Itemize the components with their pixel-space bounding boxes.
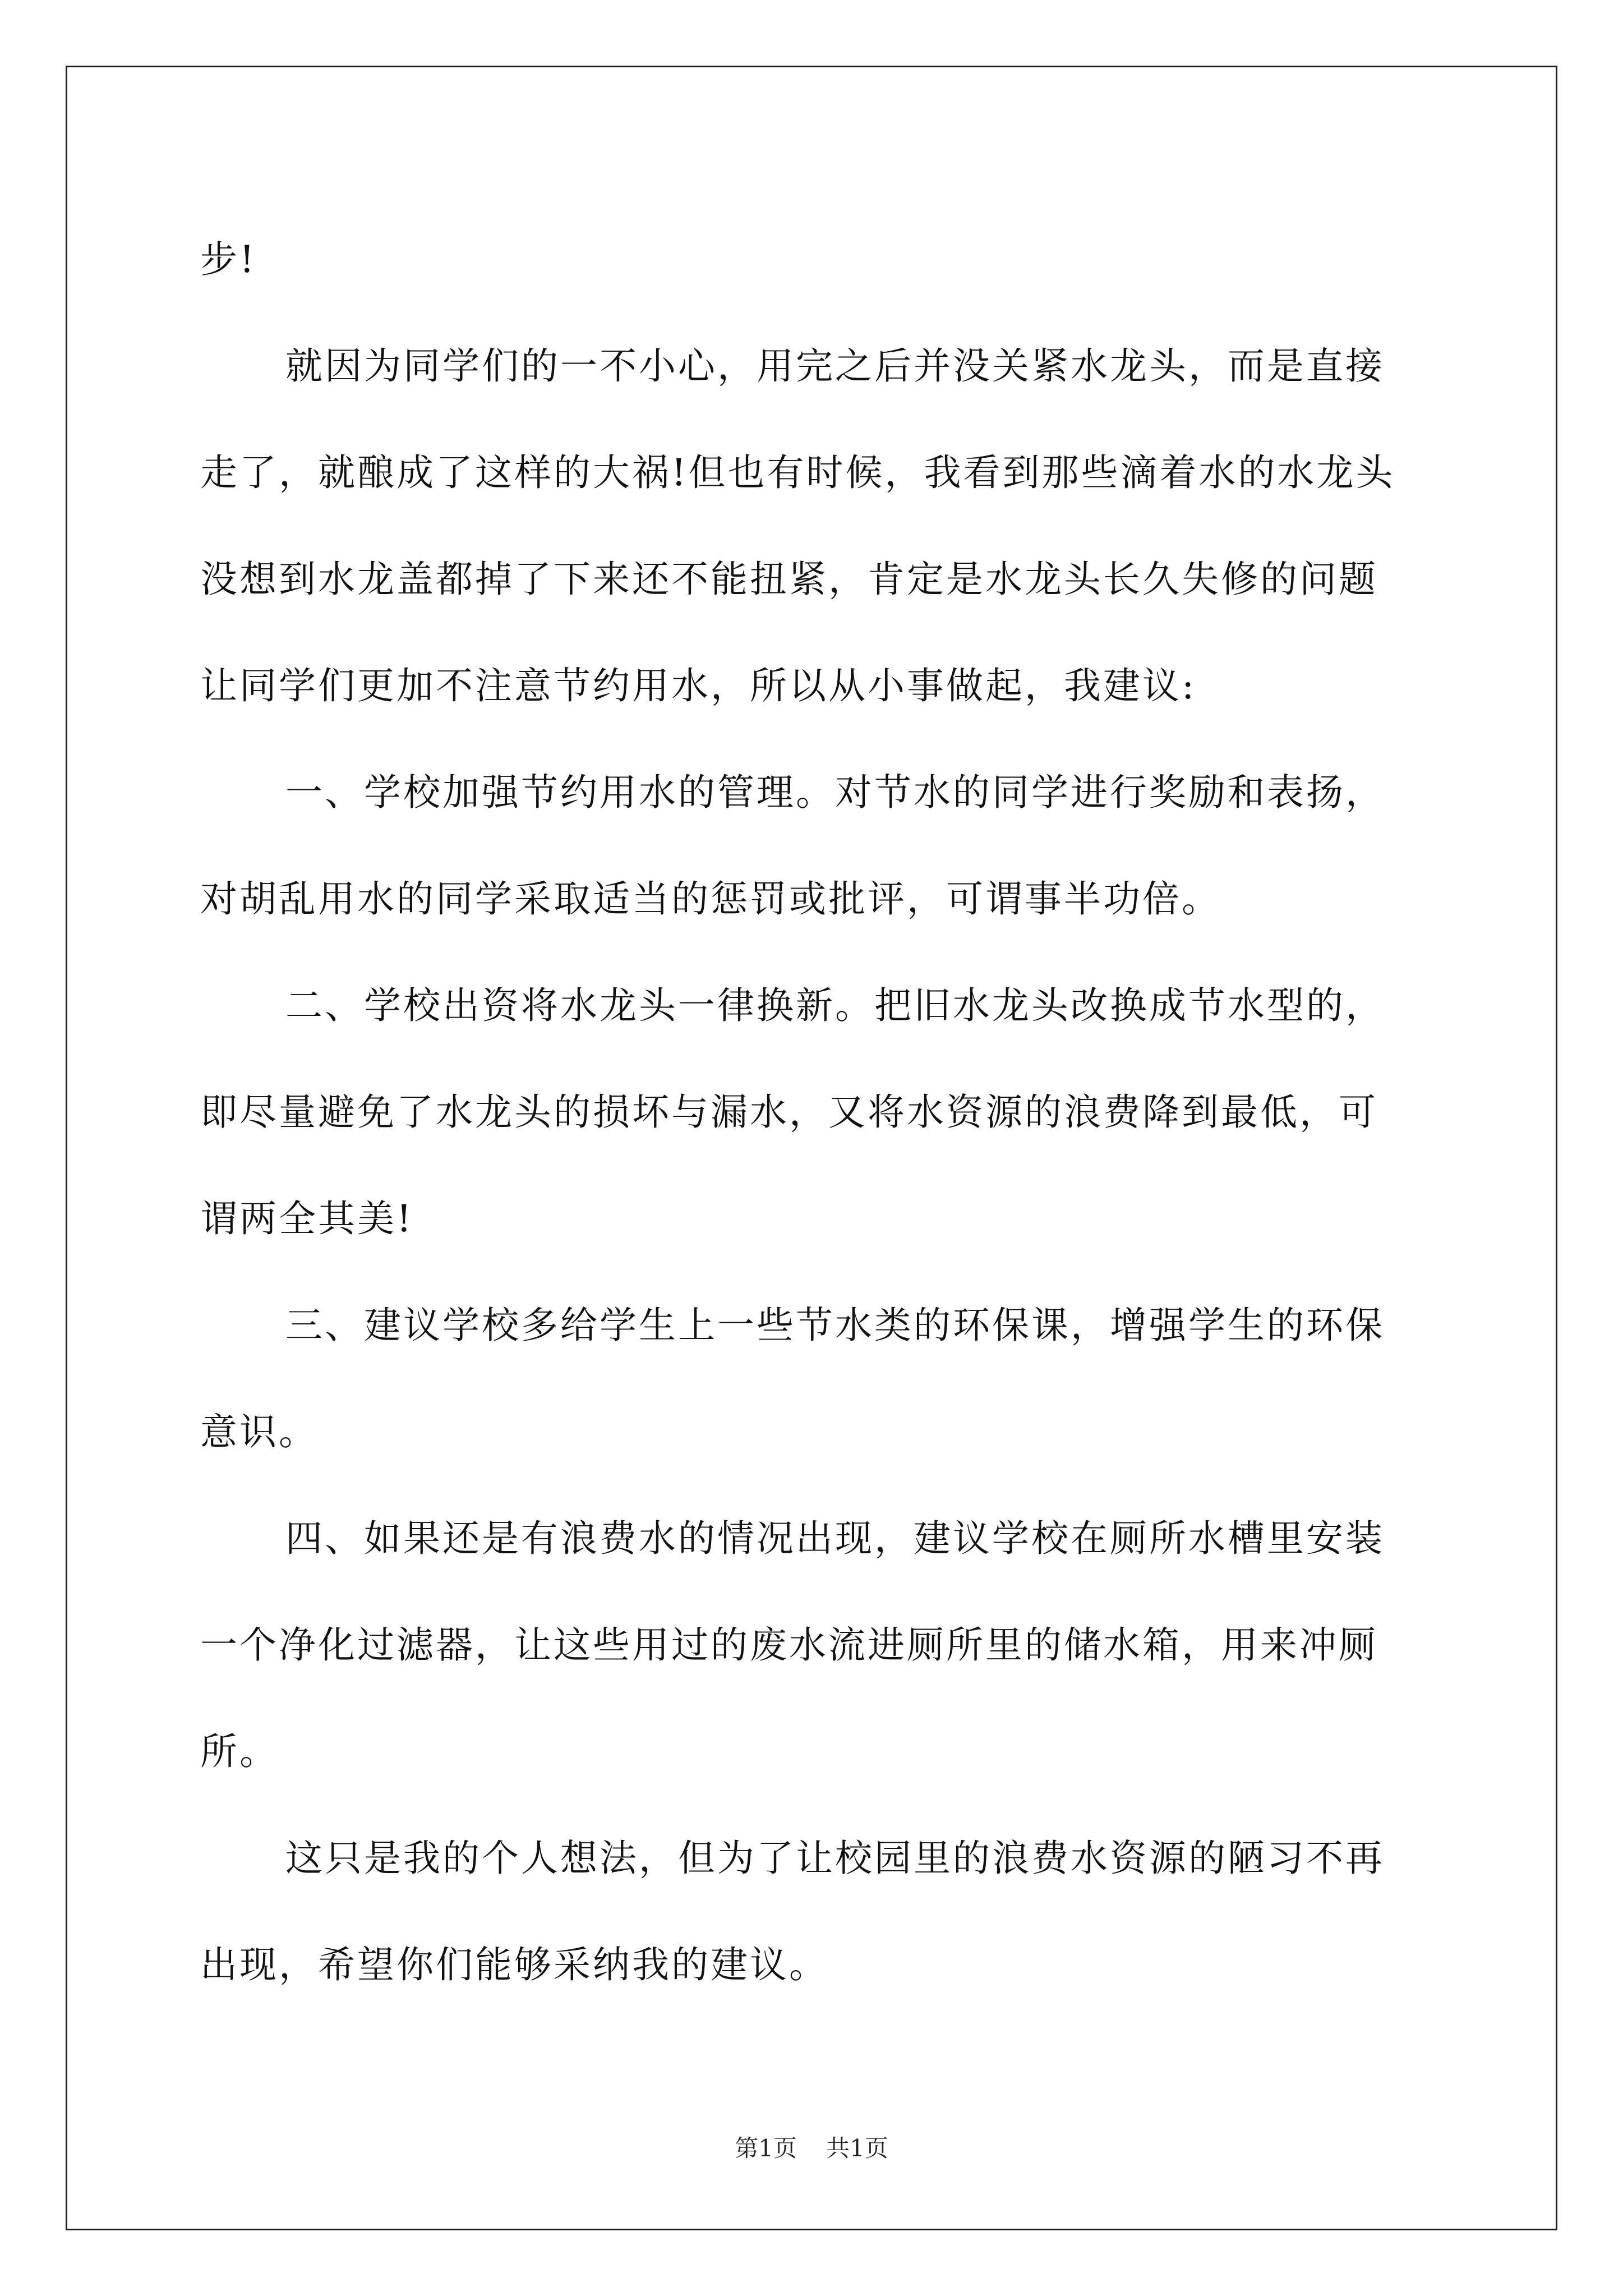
text-line: 没想到水龙盖都掉了下来还不能扭紧，肯定是水龙头长久失修的问题 bbox=[200, 558, 1378, 601]
text-line: 对胡乱用水的同学采取适当的惩罚或批评，可谓事半功倍。 bbox=[200, 877, 1221, 921]
text-line: 谓两全其美! bbox=[200, 1197, 414, 1240]
text-line: 四、如果还是有浪费水的情况出现，建议学校在厕所水槽里安装 bbox=[285, 1517, 1385, 1560]
paragraph-5 bbox=[200, 1272, 1428, 1485]
text-line: 意识。 bbox=[200, 1410, 318, 1453]
text-line: 就因为同学们的一不小心，用完之后并没关紧水龙头，而是直接 bbox=[285, 344, 1385, 388]
text-line: 一、学校加强节约用水的管理。对节水的同学进行奖励和表扬， bbox=[285, 771, 1385, 814]
text-line: 步! bbox=[200, 238, 257, 281]
text-line: 即尽量避免了水龙头的损坏与漏水，又将水资源的浪费降到最低，可 bbox=[200, 1091, 1378, 1134]
page-number-current: 第1页 bbox=[735, 2134, 797, 2162]
text-line: 所。 bbox=[200, 1730, 279, 1773]
paragraph-2 bbox=[200, 313, 1428, 739]
page-number-total: 共1页 bbox=[826, 2134, 888, 2162]
text-line: 二、学校出资将水龙头一律换新。把旧水龙头改换成节水型的， bbox=[285, 984, 1385, 1027]
text-line: 三、建议学校多给学生上一些节水类的环保课，增强学生的环保 bbox=[285, 1304, 1385, 1347]
paragraph-1 bbox=[200, 206, 1428, 313]
paragraph-7 bbox=[200, 1805, 1428, 2018]
text-line: 一个净化过滤器，让这些用过的废水流进厕所里的储水箱，用来冲厕 bbox=[200, 1623, 1378, 1667]
paragraph-4 bbox=[200, 953, 1428, 1272]
paragraph-6 bbox=[200, 1485, 1428, 1805]
document-body bbox=[200, 206, 1428, 2018]
paragraph-3 bbox=[200, 739, 1428, 953]
page-footer bbox=[0, 2132, 1623, 2165]
text-line: 这只是我的个人想法，但为了让校园里的浪费水资源的陋习不再 bbox=[285, 1837, 1385, 1880]
text-line: 让同学们更加不注意节约用水，所以从小事做起，我建议: bbox=[200, 664, 1197, 707]
text-line: 出现，希望你们能够采纳我的建议。 bbox=[200, 1943, 828, 1986]
text-line: 走了，就酿成了这样的大祸!但也有时候，我看到那些滴着水的水龙头 bbox=[200, 451, 1395, 494]
